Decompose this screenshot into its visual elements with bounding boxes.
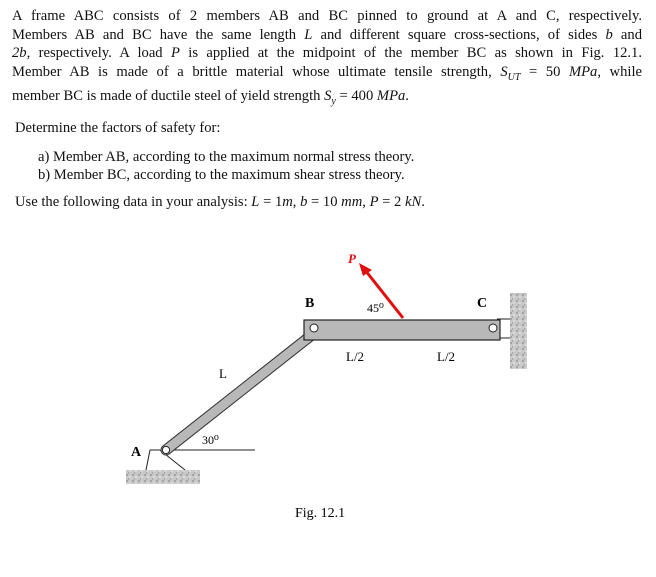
part-a: a) Member AB, according to the maximum normal stress theory. (38, 149, 415, 165)
math-symbol: 2b (12, 45, 27, 62)
label-b: B (305, 296, 315, 311)
label-l: L (219, 366, 227, 381)
label-half-right: L/2 (437, 349, 456, 364)
math-symbol: b (300, 194, 308, 210)
math-subscript: UT (507, 71, 521, 83)
math-symbol: MPa (568, 63, 598, 80)
label-p: P (348, 251, 356, 266)
math-symbol: L (304, 26, 313, 43)
figure-caption: Fig. 12.1 (295, 506, 346, 521)
label-half-left: L/2 (346, 349, 365, 364)
math-symbol: P (369, 194, 379, 210)
paragraph-line: Member AB is made of a brittle material whose ultimate tensile strength, $S_{UT} = 50$ MPa, while (12, 63, 642, 83)
paragraph-line: Members AB and BC have the same length L and different square cross-sections, of sides b and (12, 26, 642, 43)
math-symbol: S (324, 88, 332, 105)
math-subscript: y (331, 96, 336, 108)
member-ab (166, 334, 313, 450)
support-a-left (146, 450, 150, 470)
member-bc (304, 320, 500, 340)
paragraph-line: member BC is made of ductile steel of yield strength $S_y = 400$ MPa. (12, 88, 409, 108)
math-symbol: S (500, 63, 508, 80)
math-symbol: MPa (376, 88, 406, 105)
part-b: b) Member BC, according to the maximum shear stress theory. (38, 167, 405, 183)
math-symbol: b (605, 26, 613, 43)
math-symbol: mm (341, 194, 363, 210)
label-a: A (131, 445, 142, 460)
angle-30: 30⁰ (202, 433, 219, 447)
pin-a (162, 446, 169, 453)
ground-c (510, 293, 527, 369)
pin-b (310, 324, 318, 332)
math-symbol: P (170, 45, 180, 62)
ground-a (126, 470, 200, 484)
paragraph-line: A frame ABC consists of 2 members AB and BC pinned to ground at A and C, respectively. (12, 8, 642, 24)
angle-45: 45⁰ (367, 301, 384, 315)
math-symbol: kN (404, 194, 422, 210)
label-c: C (477, 296, 488, 311)
paragraph-line: 2b, respectively. A load P is applied at the midpoint of the member BC as shown in Fig. 12.1. (12, 45, 643, 62)
data-line: Use the following data in your analysis: L = 1m, b = 10 mm, P = 2 kN. (15, 194, 425, 210)
math-symbol: L (251, 194, 260, 210)
math-symbol: m (282, 194, 293, 210)
pin-c (489, 324, 497, 332)
determine-text: Determine the factors of safety for: (15, 120, 221, 136)
